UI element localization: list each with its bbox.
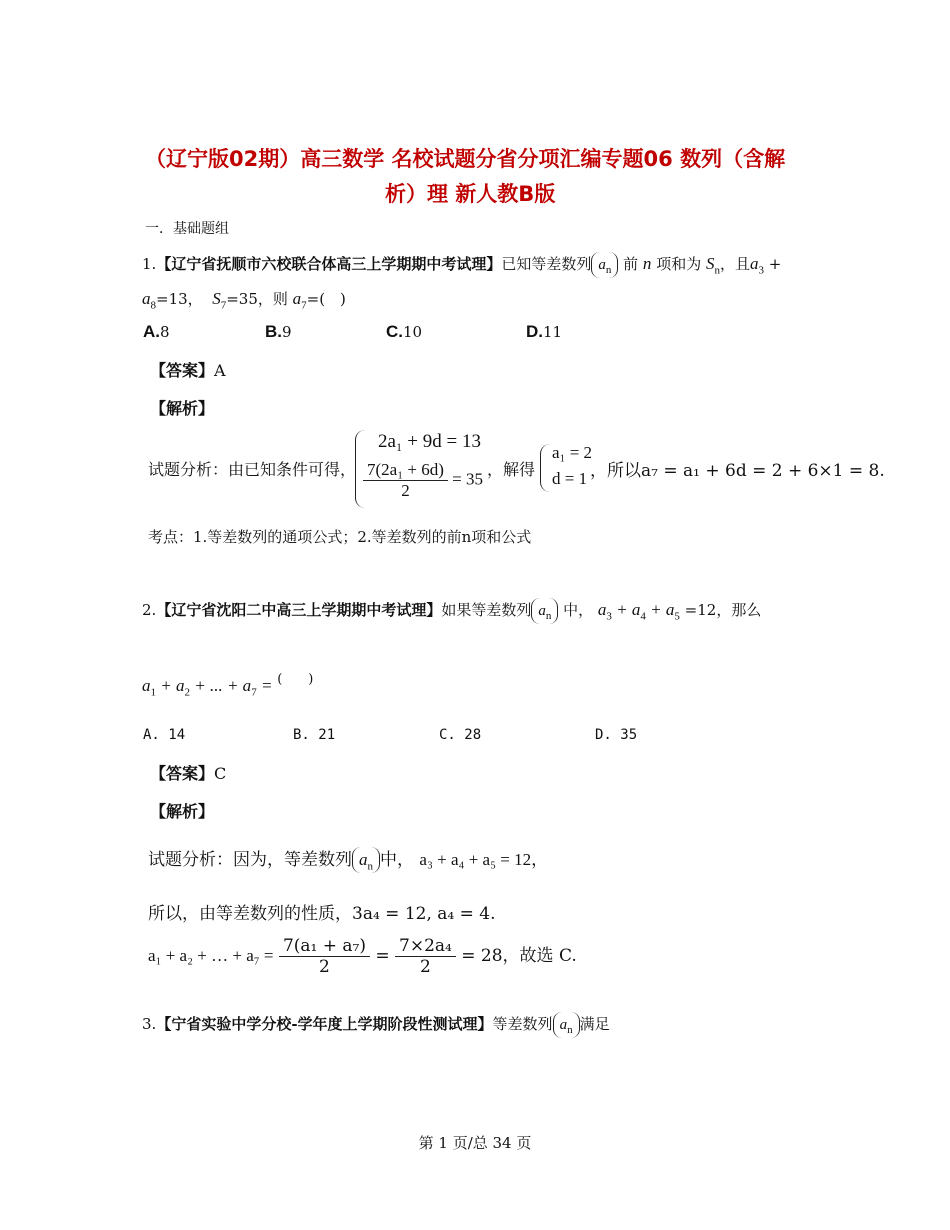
option-a: A.8: [143, 322, 170, 341]
answer-line: 【答案】A: [150, 361, 226, 380]
option-c: C. 28: [439, 727, 482, 743]
question-text: =13，: [156, 290, 203, 308]
analysis-label: 【解析】: [150, 399, 215, 418]
sequence-an: $a_n$: [531, 598, 558, 624]
question-number: 1.: [142, 255, 157, 273]
doc-title-line1: （辽宁版02期）高三数学 名校试题分省分项汇编专题06 数列（含解: [145, 147, 786, 171]
question-text: 满足: [579, 1015, 610, 1033]
question-text: =12，那么: [684, 601, 762, 619]
solution-brace: [540, 444, 551, 492]
question-source: 【宁省实验中学分校-学年度上学期阶段性测试理】: [156, 1015, 493, 1033]
fraction-1: $\frac{\text{7(a₁ + a₇)}}{2}$: [279, 936, 370, 977]
math-a3: $a_3$: [750, 254, 765, 277]
solve-label: ，解得: [487, 460, 536, 479]
math-a8: $a_8$: [142, 289, 156, 312]
math-Sn: $S_n$: [706, 254, 720, 277]
math-a7: $a_7$: [292, 289, 307, 312]
question-text: 项和为: [656, 255, 702, 273]
math-n: n: [642, 254, 652, 273]
question-source: 【辽宁省抚顺市六校联合体高三上学期期中考试理】: [156, 255, 502, 273]
question-source: 【辽宁省沈阳二中高三上学期期中考试理】: [156, 601, 442, 619]
question-text: =35，则: [226, 290, 288, 308]
question-text: 已知等差数列: [501, 255, 592, 273]
page-footer: 第 1 页/总 34 页: [418, 1134, 532, 1152]
question-text: =( ): [306, 290, 346, 308]
math-S7: $S_7$: [212, 289, 227, 312]
analysis-line-2: 所以，由等差数列的性质，3a₄ = 12, a₄ = 4.: [148, 904, 496, 924]
equation-2: $\frac{\text{7(2a₁ + 6d)}}{2}$ = 35: [363, 460, 483, 501]
question-1-line1: 1.【辽宁省抚顺市六校联合体高三上学期期中考试理】已知等差数列 $a_n$ 前 n 项和为 $S_n$，且$a_3$ +: [142, 254, 782, 277]
question-2-line1: [142, 598, 761, 624]
sequence-an: $a_n$: [553, 1012, 580, 1038]
math-sum-a1-a7: $a_1 + a_2$ + ... + $a_7$ =: [142, 676, 273, 699]
question-text: 如果等差数列: [441, 601, 532, 619]
question-number: 2.: [142, 601, 157, 619]
question-text: 等差数列: [492, 1015, 553, 1033]
solution-a1: a₁ = 2: [552, 443, 593, 462]
fraction-2: $\frac{\text{7×2a₄}}{2}$: [395, 936, 456, 977]
question-text: ，且: [720, 255, 751, 273]
analysis-label: 【解析】: [150, 802, 215, 821]
question-text: 前: [623, 255, 639, 273]
sequence-an: $a_n$: [352, 847, 380, 873]
option-d: D.11: [526, 322, 563, 341]
analysis-intro: 试题分析：由已知条件可得，: [148, 460, 357, 479]
question-3-line1: [142, 1012, 610, 1038]
analysis-line-3: a₁ + a₂ + … + a₇ = $\frac{\text{7(a₁ + a₇)}}{2}$ = $\frac{\text{7×2a₄}}{2}$ = 28，故选 C.: [148, 936, 577, 977]
kaodian: 考点：1.等差数列的通项公式；2.等差数列的前n项和公式: [148, 528, 532, 546]
analysis-result: ，所以a₇ = a₁ + 6d = 2 + 6×1 = 8.: [590, 461, 885, 481]
question-2-line2: $a_1 + a_2$ + ... + $a_7$ = ( ): [142, 672, 314, 699]
option-a: A. 14: [143, 727, 186, 743]
answer-line: 【答案】C: [150, 764, 227, 783]
option-b: B. 21: [293, 727, 336, 743]
question-number: 3.: [142, 1015, 157, 1033]
question-1-line2: [142, 288, 346, 311]
math-sum-a3-a5: $a_3 + a_4 + a_5$: [597, 600, 680, 623]
solution-d: d = 1: [552, 469, 588, 488]
option-b: B.9: [265, 322, 292, 341]
question-text: 中，: [563, 601, 594, 619]
sequence-an: $a_n$: [591, 252, 618, 278]
analysis-line-1: 试题分析：因为，等差数列 $a_n$ 中， a₃ + a₄ + a₅ = 12，: [148, 845, 548, 873]
doc-title-line2: 析）理 新人教B版: [385, 182, 556, 206]
section-heading: 一．基础题组: [145, 221, 229, 237]
option-c: C.10: [386, 322, 423, 341]
option-d: D. 35: [595, 727, 638, 743]
equation-1: 2a₁ + 9d = 13: [378, 431, 481, 452]
